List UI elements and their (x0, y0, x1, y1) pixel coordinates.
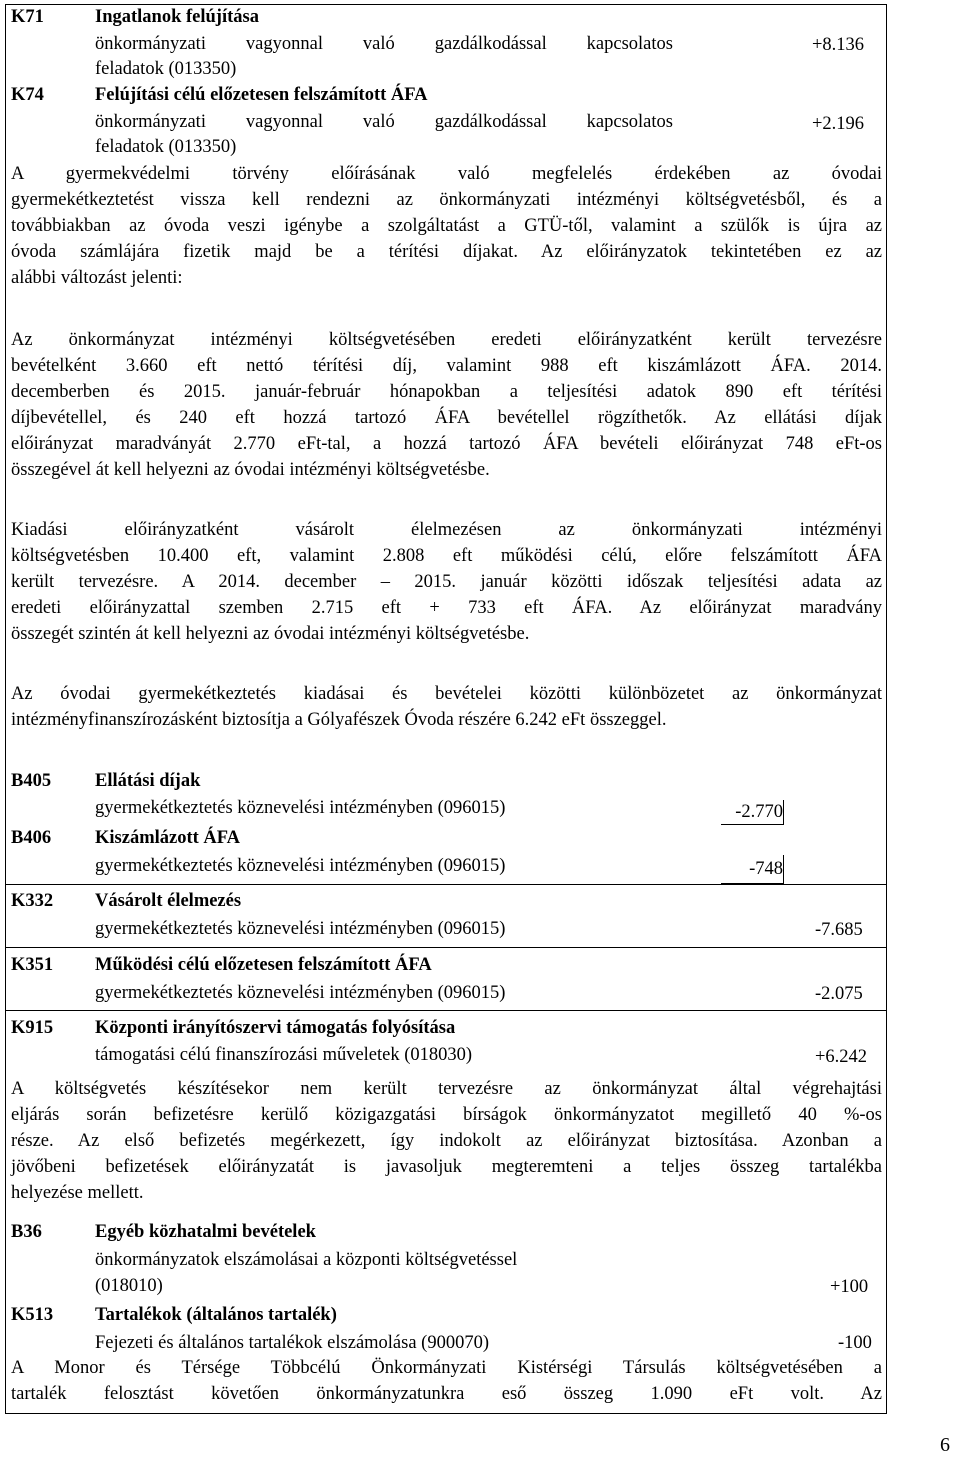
p2-line: Az önkormányzat intézményi költségvetésében eredeti előirányzatként került tervezésre (11, 330, 882, 350)
amount-b406: -748 (721, 855, 784, 884)
p2-line: előirányzat maradványát 2.770 eFt-tal, a hozzá tartozó ÁFA bevételi előirányzat 748 eFt-os (11, 434, 882, 454)
p6-line: tartalék felosztást követően önkormányzatunkra eső összeg 1.090 eFt volt. Az (11, 1384, 882, 1404)
p2-line: díjbevétellel, és 240 eft hozzá tartozó ÁFA bevétellel rögzíthetők. Az ellátási díjak (11, 408, 882, 428)
sub-b406: gyermekétkeztetés köznevelési intézményben (096015) (95, 856, 506, 876)
amount-b36: +100 (830, 1277, 869, 1297)
title-b406: Kiszámlázott ÁFA (95, 828, 241, 848)
title-k332: Vásárolt élelmezés (95, 891, 242, 911)
sub-k915: támogatási célú finanszírozási műveletek (018030) (95, 1045, 473, 1065)
code-b405: B405 (11, 771, 52, 791)
amount-k513: -100 (838, 1333, 872, 1353)
p2-line: decemberben és 2015. január-február hónapokban a teljesítési adatok 890 eft térítési (11, 382, 882, 402)
sub-k71-line1: önkormányzati vagyonnal való gazdálkodással kapcsolatos (95, 34, 673, 54)
p3-line: összegét szintén át kell helyezni az óvodai intézményi költségvetésbe. (11, 624, 530, 644)
paragraph-5 (11, 1079, 882, 1209)
p5-line: A költségvetés készítésekor nem került tervezésre az önkormányzat által végrehajtási (11, 1079, 882, 1099)
p3-line: Kiadási előirányzatként vásárolt élelmezésen az önkormányzati intézményi (11, 520, 882, 540)
p1-line: továbbiakban az óvoda veszi igénybe a szolgáltatást a GTÜ-től, valamint a szülők is újra az (11, 216, 882, 236)
divider (5, 884, 887, 885)
code-k332: K332 (11, 891, 54, 911)
paragraph-6 (11, 1358, 882, 1410)
amount-k71: +8.136 (812, 35, 865, 55)
p1-line: óvoda számlájára fizetik majd be a térítési díjakat. Az előirányzatok tekintetében ez az (11, 242, 882, 262)
p5-line: része. Az első befizetés megérkezett, így indokolt az előirányzat biztosítása. Azonban a (11, 1131, 882, 1151)
sub-k74-line1: önkormányzati vagyonnal való gazdálkodással kapcsolatos (95, 112, 673, 132)
sub-k71-line2: feladatok (013350) (95, 59, 237, 79)
sub-b405: gyermekétkeztetés köznevelési intézményben (096015) (95, 798, 506, 818)
code-k351: K351 (11, 955, 54, 975)
p1-line: alábbi változást jelenti: (11, 268, 183, 288)
divider (5, 947, 887, 948)
sub-k513: Fejezeti és általános tartalékok elszámolása (900070) (95, 1333, 490, 1353)
p3-line: került tervezésre. A 2014. december – 2015. január közötti időszak teljesítési adata az (11, 572, 882, 592)
title-k71: Ingatlanok felújítása (95, 7, 259, 27)
paragraph-3 (11, 520, 882, 650)
code-b406: B406 (11, 828, 52, 848)
amount-k351: -2.075 (815, 984, 863, 1004)
p1-line: gyermekétkeztetést vissza kell rendezni az önkormányzati intézményi költségvetésből, és a (11, 190, 882, 210)
p4-line: intézményfinanszírozásként biztosítja a Gólyafészek Óvoda részére 6.242 eFt összeggel. (11, 710, 667, 730)
p1-line: A gyermekvédelmi törvény előírásának való megfelelés érdekében az óvodai (11, 164, 882, 184)
amount-k332: -7.685 (815, 920, 863, 940)
divider (5, 1010, 887, 1011)
title-k74: Felújítási célú előzetesen felszámított ÁFA (95, 85, 428, 105)
title-b36: Egyéb közhatalmi bevételek (95, 1222, 316, 1242)
paragraph-1 (11, 164, 882, 294)
amount-k74: +2.196 (812, 114, 865, 134)
p5-line: eljárás során befizetésre kerülő közigazgatási bírságok önkormányzatot megillető 40 %-os (11, 1105, 882, 1125)
p5-line: jövőbeni befizetések előirányzatát is javasoljuk megteremteni a teljes összeg tartalékba (11, 1157, 882, 1177)
code-b36: B36 (11, 1222, 42, 1242)
p4-line: Az óvodai gyermekétkeztetés kiadásai és bevételei közötti különbözetet az önkormányzat (11, 684, 882, 704)
sub-b36-line1: önkormányzatok elszámolásai a központi költségvetéssel (95, 1250, 518, 1270)
p6-line: A Monor és Térsége Többcélú Önkormányzati Kistérségi Társulás költségvetésében a (11, 1358, 882, 1378)
p3-line: költségvetésben 10.400 eft, valamint 2.808 eft működési célú, előre felszámított ÁFA (11, 546, 882, 566)
p2-line: összegével át kell helyezni az óvodai intézményi költségvetésbe. (11, 460, 490, 480)
title-k513: Tartalékok (általános tartalék) (95, 1305, 337, 1325)
sub-b36-line2: (018010) (95, 1276, 163, 1296)
p3-line: eredeti előirányzattal szemben 2.715 eft + 733 eft ÁFA. Az előirányzat maradvány (11, 598, 882, 618)
page-number: 6 (940, 1434, 950, 1456)
sub-k74-line2: feladatok (013350) (95, 137, 237, 157)
sub-k332: gyermekétkeztetés köznevelési intézményben (096015) (95, 919, 506, 939)
title-k351: Működési célú előzetesen felszámított ÁFA (95, 955, 432, 975)
amount-k915: +6.242 (815, 1047, 868, 1067)
code-k71: K71 (11, 7, 44, 27)
code-k513: K513 (11, 1305, 54, 1325)
title-k915: Központi irányítószervi támogatás folyósítása (95, 1018, 456, 1038)
title-b405: Ellátási díjak (95, 771, 201, 791)
p5-line: helyezése mellett. (11, 1183, 144, 1203)
paragraph-2 (11, 330, 882, 486)
p2-line: bevételként 3.660 eft nettó térítési díj, valamint 988 eft kiszámlázott ÁFA. 2014. (11, 356, 882, 376)
sub-k351: gyermekétkeztetés köznevelési intézményben (096015) (95, 983, 506, 1003)
code-k915: K915 (11, 1018, 54, 1038)
paragraph-4 (11, 684, 882, 736)
amount-b405: -2.770 (721, 800, 784, 825)
code-k74: K74 (11, 85, 44, 105)
